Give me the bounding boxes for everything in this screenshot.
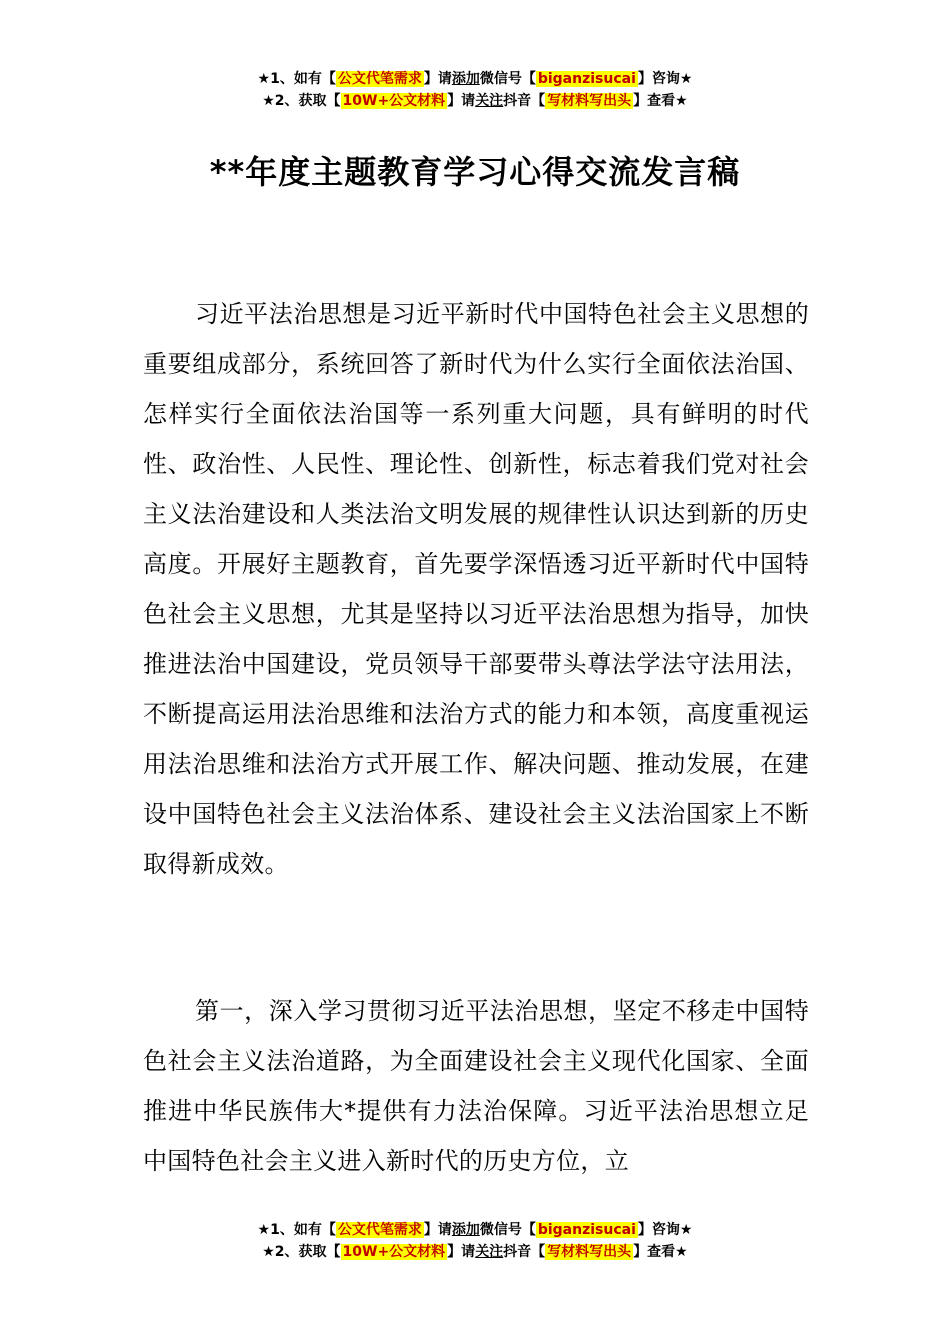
promo-highlight: biganzisucai [537,1222,636,1238]
document-title: **年度主题教育学习心得交流发言稿 [209,153,741,191]
promo-text: 抖音【 [503,93,546,109]
promo-text: ★2、获取【 [262,1244,341,1260]
promo-banner-bottom [0,1219,950,1263]
promo-highlight: 公文代笔需求 [337,71,422,87]
promo-line-1 [0,1219,950,1241]
promo-line-2 [0,90,950,112]
promo-text: 微信号【 [479,1222,536,1238]
promo-banner-top [0,68,950,112]
promo-underline: 添加 [451,1222,480,1238]
body-paragraph-2: 第一，深入学习贯彻习近平法治思想，坚定不移走中国特色社会主义法治道路，为全面建设社会主义现代化国家、全面推进中华民族伟大*提供有力法治保障。习近平法治思想立足中国特色社会主义进入新时代的历史方位，立 [143,997,809,1175]
promo-highlight: biganzisucai [537,71,636,87]
promo-text: 】请 [423,71,452,87]
promo-highlight: 10W+公文材料 [342,93,446,109]
promo-text: ★1、如有【 [257,1222,336,1238]
promo-text: 】咨询★ [637,1222,693,1238]
promo-text: 】请 [423,1222,452,1238]
promo-text: 】请 [447,93,476,109]
promo-text: 】查看★ [633,1244,688,1260]
promo-text: 抖音【 [503,1244,546,1260]
promo-text: 】请 [447,1244,476,1260]
promo-highlight: 写材料写出头 [547,93,632,109]
promo-highlight: 公文代笔需求 [337,1222,422,1238]
promo-text: 微信号【 [479,71,536,87]
promo-text: 】咨询★ [637,71,693,87]
body-paragraph-1: 习近平法治思想是习近平新时代中国特色社会主义思想的重要组成部分，系统回答了新时代为什么实行全面依法治国、怎样实行全面依法治国等一系列重大问题，具有鲜明的时代性、政治性、人民性、理论性、创新性，标志着我们党对社会主义法治建设和人类法治文明发展的规律性认识达到新的历史高度。开展好主题教育，首先要学深悟透习近平新时代中国特色社会主义思想，尤其是坚持以习近平法治思想为指导，加快推进法治中国建设，党员领导干部要带头尊法学法守法用法，不断提高运用法治思维和法治方式的能力和本领，高度重视运用法治思维和法治方式开展工作、解决问题、推动发展，在建设中国特色社会主义法治体系、建设社会主义法治国家上不断取得新成效。 [143,300,809,878]
promo-underline: 关注 [475,93,504,109]
promo-underline: 添加 [451,71,480,87]
promo-line-1 [0,68,950,90]
promo-text: ★2、获取【 [262,93,341,109]
promo-line-2 [0,1241,950,1263]
promo-highlight: 写材料写出头 [547,1244,632,1260]
promo-highlight: 10W+公文材料 [342,1244,446,1260]
promo-underline: 关注 [475,1244,504,1260]
promo-text: ★1、如有【 [257,71,336,87]
promo-text: 】查看★ [633,93,688,109]
